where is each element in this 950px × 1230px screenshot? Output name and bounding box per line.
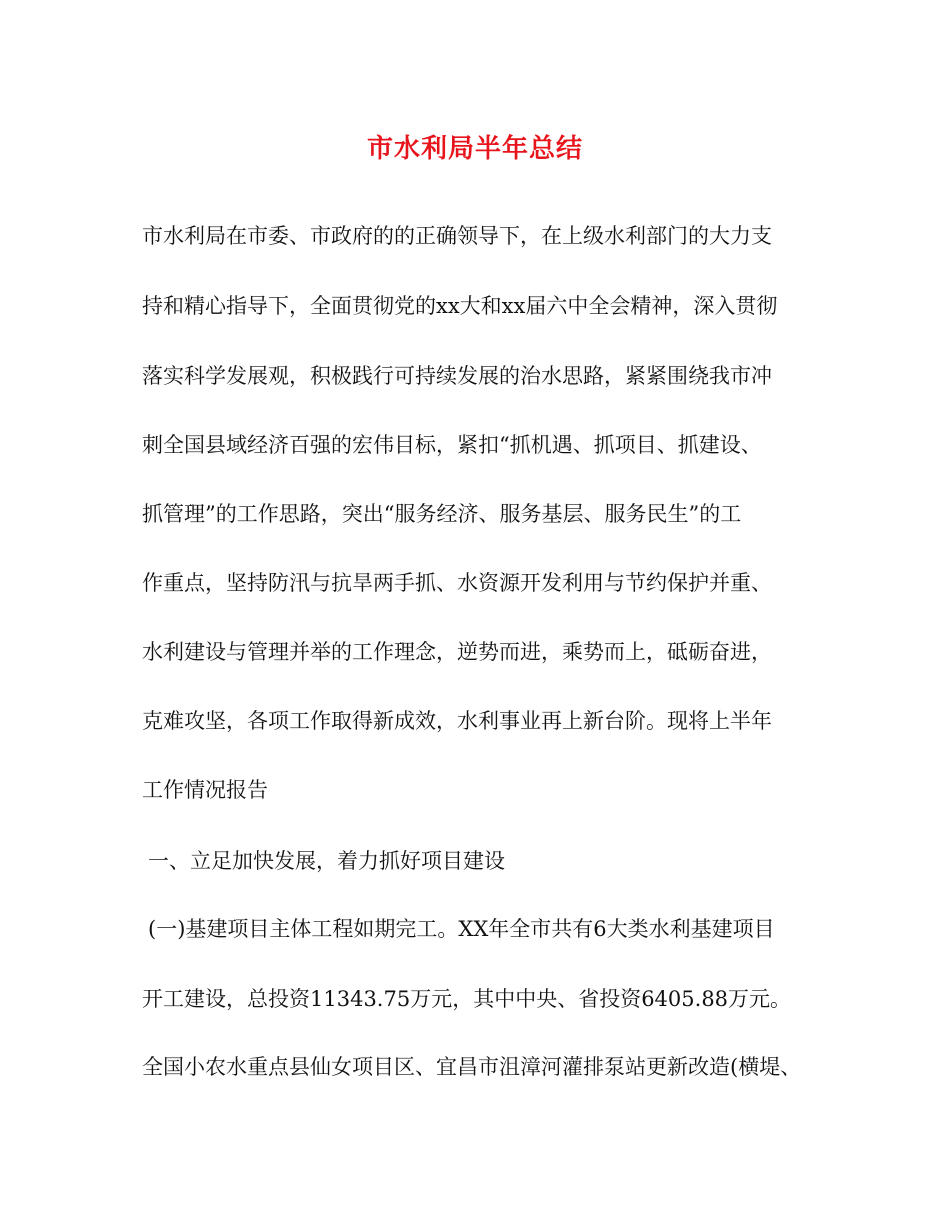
body-line-1: 市水利局在市委、市政府的的正确领导下，在上级水利部门的大力支: [142, 224, 772, 248]
section-heading: 一、立足加快发展，着力抓好项目建设: [148, 849, 505, 873]
subsection-line-1: (一)基建项目主体工程如期完工。XX年全市共有6大类水利基建项目: [148, 917, 775, 941]
body-line-7: 水利建设与管理并举的工作理念，逆势而进，乘势而上，砥砺奋进，: [142, 640, 772, 664]
body-line-3: 落实科学发展观，积极践行可持续发展的治水思路，紧紧围绕我市冲: [142, 364, 772, 388]
subsection-line-2: 开工建设，总投资11343.75万元，其中中央、省投资6405.88万元。: [142, 987, 792, 1011]
body-line-5: 抓管理”的工作思路，突出“服务经济、服务基层、服务民生”的工: [142, 502, 742, 526]
document-title: 市水利局半年总结: [366, 134, 583, 164]
body-line-8: 克难攻坚，各项工作取得新成效，水利事业再上新台阶。现将上半年: [142, 709, 772, 733]
subsection-line-3: 全国小农水重点县仙女项目区、宜昌市沮漳河灌排泵站更新改造(横堤、: [142, 1055, 802, 1079]
body-line-2: 持和精心指导下，全面贯彻党的xx大和xx届六中全会精神，深入贯彻: [142, 294, 778, 318]
body-line-4: 刺全国县域经济百强的宏伟目标，紧扣“抓机遇、抓项目、抓建设、: [142, 433, 762, 457]
body-line-9: 工作情况报告: [142, 778, 268, 802]
body-line-6: 作重点，坚持防汛与抗旱两手抓、水资源开发利用与节约保护并重、: [142, 571, 772, 595]
